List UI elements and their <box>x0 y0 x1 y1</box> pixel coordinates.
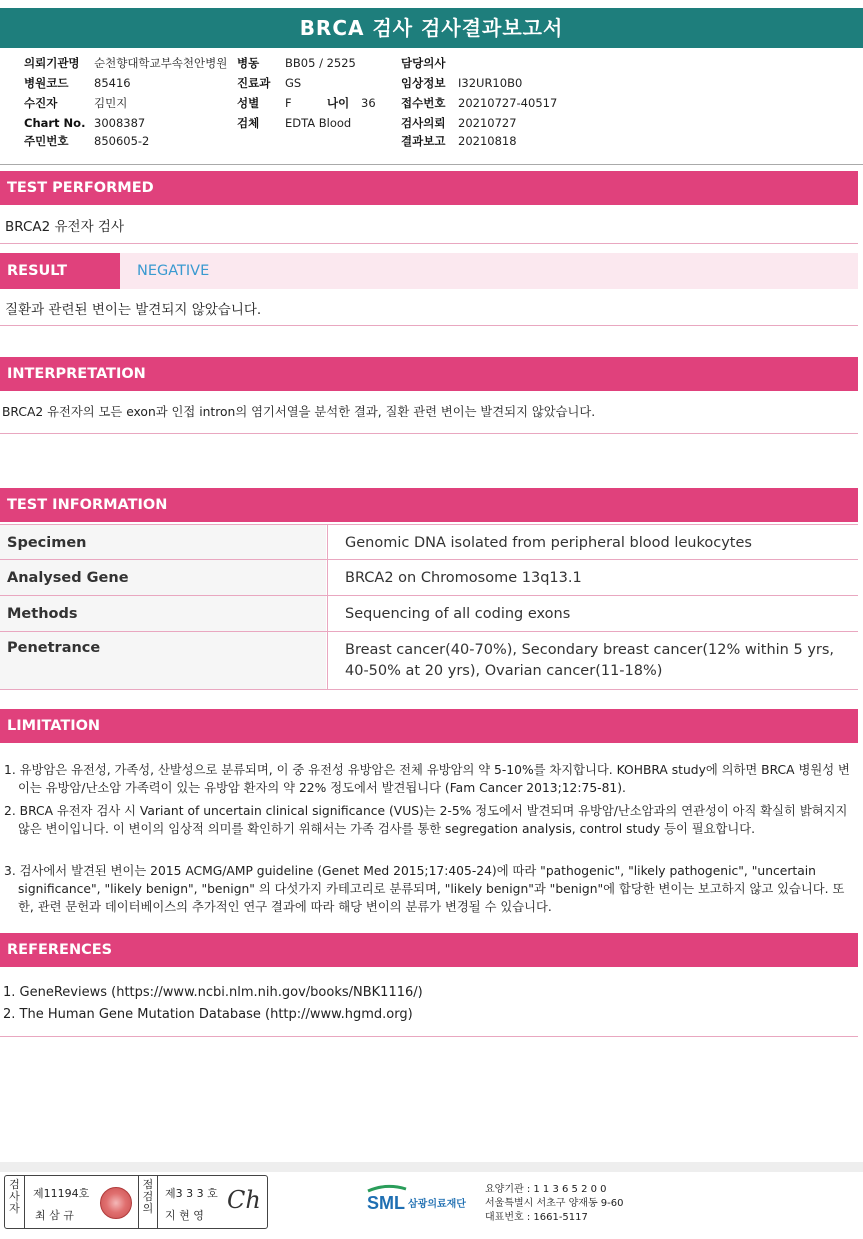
info-divider <box>0 164 863 165</box>
logo-text: SML <box>367 1193 405 1213</box>
test-info-value: BRCA2 on Chromosome 13q13.1 <box>327 560 858 595</box>
test-info-key: Methods <box>0 596 326 631</box>
info-label: 진료과 <box>237 76 271 90</box>
result-text: 질환과 관련된 변이는 발견되지 않았습니다. <box>5 302 262 318</box>
info-row-specimen <box>237 115 351 131</box>
info-label: 임상정보 <box>401 76 446 90</box>
info-row-resident-no <box>24 133 149 149</box>
reference-item: 1. GeneReviews (https://www.ncbi.nlm.nih.gov/books/NBK1116/) <box>3 985 423 1000</box>
checker-name: 지 현 영 <box>165 1209 204 1222</box>
limitation-item: 2. BRCA 유전자 검사 시 Variant of uncertain clinical significance (VUS)는 2-5% 정도에서 발견되며 유방암/난소암과의 연관성이 아직 확실히 밝혀지지 않은 변이입니다. 이 변이의 임상적 의미를 확인하기 위해서는 가족 검사를 통한 segregation analysis, control study 등이 필요합니다. <box>4 804 848 836</box>
info-row-requester <box>24 55 227 71</box>
test-info-row <box>0 524 858 560</box>
info-row-sex <box>237 95 376 111</box>
divider <box>0 243 858 244</box>
info-label: 접수번호 <box>401 96 446 110</box>
report-title: BRCA 검사 검사결과보고서 <box>0 8 863 48</box>
info-row-report-date <box>401 133 517 149</box>
info-row-patient <box>24 95 127 111</box>
info-label: 수진자 <box>24 96 58 110</box>
info-row-hospital-code <box>24 75 131 91</box>
info-row-request-date <box>401 115 517 131</box>
info-value: BB05 / 2525 <box>285 56 356 70</box>
section-heading-test-information: TEST INFORMATION <box>0 488 858 522</box>
info-value: 김민지 <box>94 96 128 110</box>
info-label: 병동 <box>237 56 260 70</box>
address-line: 요양기관 : 1 1 3 6 5 2 0 0 <box>485 1184 607 1195</box>
info-value: I32UR10B0 <box>458 76 523 90</box>
info-label: 검체 <box>237 116 260 130</box>
org-address <box>485 1183 624 1225</box>
info-row-doctor <box>401 55 458 71</box>
divider <box>0 433 858 434</box>
interpretation-text: BRCA2 유전자의 모든 exon과 인접 intron의 염기서열을 분석한 결과, 질환 관련 변이는 발견되지 않았습니다. <box>2 405 596 419</box>
info-value: 20210727 <box>458 116 517 130</box>
info-value: F <box>285 96 292 110</box>
info-value: 20210818 <box>458 134 517 148</box>
info-row-receipt-no <box>401 95 557 111</box>
reviewer-name: 최 삼 규 <box>35 1209 74 1222</box>
info-label: Chart No. <box>24 116 86 130</box>
limitation-item: 1. 유방암은 유전성, 가족성, 산발성으로 분류되며, 이 중 유전성 유방암은 전체 유방암의 약 5-10%를 차지합니다. KOHBRA study에 의하면 BRCA 병원성 변이는 유방암/난소암 가족력이 있는 유방암 환자의 약 22% 정도에서 발견됩니다 (Fam Cancer 2013;12:75-81). <box>4 763 850 795</box>
test-info-value: Genomic DNA isolated from peripheral blood leukocytes <box>327 525 858 559</box>
info-row-ward <box>237 55 356 71</box>
section-heading-result: RESULT <box>0 253 120 289</box>
info-value: EDTA Blood <box>285 116 352 130</box>
info-value: 850605-2 <box>94 134 150 148</box>
org-name: 삼광의료재단 <box>408 1199 466 1210</box>
test-info-row <box>0 632 858 690</box>
divider <box>0 1036 858 1037</box>
info-value: 85416 <box>94 76 131 90</box>
info-row-department <box>237 75 301 91</box>
test-info-key: Penetrance <box>0 632 326 689</box>
test-info-key: Specimen <box>0 525 326 559</box>
vlabel-char: 의 <box>142 1202 154 1215</box>
section-heading-test-performed: TEST PERFORMED <box>0 171 858 205</box>
info-value: 3008387 <box>94 116 146 130</box>
footer-band <box>0 1162 863 1172</box>
result-bar <box>0 253 858 289</box>
address-line: 서울특별시 서초구 양재동 9-60 <box>485 1198 624 1209</box>
info-label: 병원코드 <box>24 76 69 90</box>
vlabel-char: 점 <box>142 1178 154 1191</box>
sml-logo <box>366 1183 481 1227</box>
reviewer-vertical-label <box>5 1176 25 1228</box>
test-info-key: Analysed Gene <box>0 560 326 595</box>
info-label-age: 나이 <box>327 96 350 110</box>
section-heading-interpretation: INTERPRETATION <box>0 357 858 391</box>
info-value: GS <box>285 76 302 90</box>
info-value: 20210727-40517 <box>458 96 558 110</box>
vlabel-char: 검 <box>9 1178 20 1191</box>
info-label: 결과보고 <box>401 134 446 148</box>
checker-vertical-label <box>138 1176 158 1228</box>
info-value-age: 36 <box>361 96 376 110</box>
vlabel-char: 사 <box>9 1190 20 1203</box>
info-label: 성별 <box>237 96 260 110</box>
vlabel-char: 자 <box>9 1202 20 1215</box>
info-label: 검사의뢰 <box>401 116 446 130</box>
test-performed-text: BRCA2 유전자 검사 <box>5 219 125 235</box>
limitation-item: 3. 검사에서 발견된 변이는 2015 ACMG/AMP guideline (Genet Med 2015;17:405-24)에 따라 "pathogenic", "likely pathogenic", "uncertain significance", "likely benign", "benign" 의 다섯가지 카테고리로 분류되며, "likely benign"과 "benign"에 합당한 변이는 보고하지 않고 있습니다. 또한, 관련 문헌과 데이터베이스의 추가적인 연구 결과에 따라 해당 변이의 분류가 변경될 수 있습니다. <box>4 864 845 914</box>
checker-license: 제3 3 3 호 <box>165 1187 218 1200</box>
info-label: 의뢰기관명 <box>24 56 80 70</box>
sml-logo-icon <box>366 1183 481 1223</box>
reviewer-license: 제11194호 <box>33 1187 90 1200</box>
info-label: 담당의사 <box>401 56 446 70</box>
test-info-value: Sequencing of all coding exons <box>327 596 858 631</box>
info-label: 주민번호 <box>24 134 69 148</box>
signature-mark: Ch <box>227 1186 261 1214</box>
patient-info-block <box>0 52 863 164</box>
reference-item: 2. The Human Gene Mutation Database (http://www.hgmd.org) <box>3 1007 413 1022</box>
info-value: 순천향대학교부속천안병원 <box>94 56 228 70</box>
address-line: 대표번호 : 1661-5117 <box>485 1212 588 1223</box>
section-heading-references: REFERENCES <box>0 933 858 967</box>
test-info-row <box>0 596 858 632</box>
info-row-chart-no <box>24 115 145 131</box>
official-seal-icon <box>100 1187 132 1219</box>
test-info-row <box>0 560 858 596</box>
divider <box>0 325 858 326</box>
info-row-clinical-info <box>401 75 522 91</box>
result-value: NEGATIVE <box>137 263 210 279</box>
test-info-value: Breast cancer(40-70%), Secondary breast cancer(12% within 5 yrs, 40-50% at 20 yrs), Ovarian cancer(11-18%) <box>327 632 858 689</box>
vlabel-char: 검 <box>142 1190 154 1203</box>
signature-box <box>4 1175 268 1229</box>
section-heading-limitation: LIMITATION <box>0 709 858 743</box>
